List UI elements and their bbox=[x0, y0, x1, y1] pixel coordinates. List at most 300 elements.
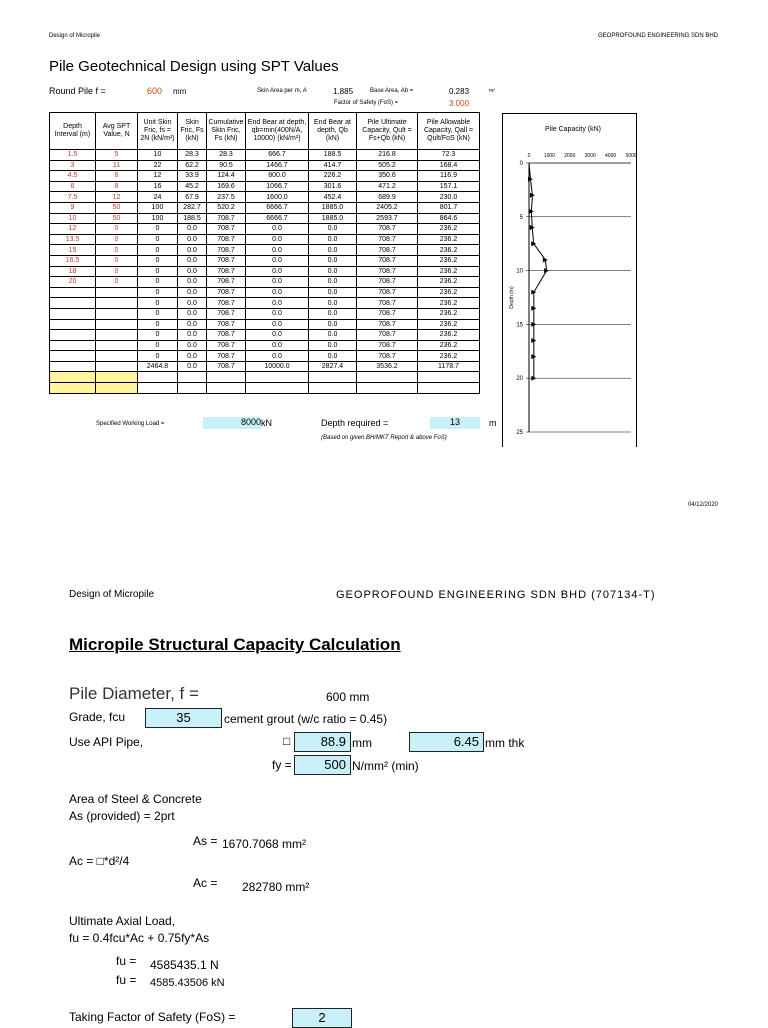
column-header: Depth Interval (m) bbox=[50, 113, 96, 150]
pile-diameter-value: 600 mm bbox=[326, 690, 370, 704]
table-cell: 236.2 bbox=[418, 330, 480, 341]
table-cell: 2593.7 bbox=[357, 213, 418, 224]
table-cell: 708.7 bbox=[357, 266, 418, 277]
table-cell[interactable] bbox=[50, 351, 96, 362]
table-cell: 350.6 bbox=[357, 171, 418, 182]
table-cell[interactable]: 16.5 bbox=[50, 255, 96, 266]
table-cell: 188.5 bbox=[178, 213, 207, 224]
as-formula: As (provided) = 2prt bbox=[69, 809, 175, 823]
table-cell[interactable] bbox=[96, 372, 138, 383]
table-cell[interactable]: 15 bbox=[50, 245, 96, 256]
working-load-label: Specified Working Load = bbox=[96, 421, 165, 427]
api-dia-input[interactable]: 88.9 bbox=[294, 732, 351, 752]
table-cell[interactable]: 4.5 bbox=[50, 171, 96, 182]
table-cell: 236.2 bbox=[418, 266, 480, 277]
column-header: End Bear at depth, Qb (kN) bbox=[309, 113, 357, 150]
table-cell[interactable] bbox=[50, 287, 96, 298]
table-cell[interactable]: 10 bbox=[50, 213, 96, 224]
table-cell[interactable]: 0 bbox=[96, 255, 138, 266]
table-cell: 708.7 bbox=[207, 245, 246, 256]
header-left: Design of Micropile bbox=[49, 33, 101, 39]
table-cell[interactable] bbox=[50, 383, 96, 394]
x-tick-label: 2000 bbox=[564, 153, 576, 159]
table-cell: 282.7 bbox=[178, 202, 207, 213]
depth-note: (Based on given BH/MKT Report & above FoS) bbox=[321, 435, 447, 441]
table-cell: 0.0 bbox=[309, 298, 357, 309]
table-row bbox=[50, 202, 480, 213]
fos2-input[interactable]: 2 bbox=[292, 1008, 352, 1028]
table-cell[interactable]: 13.5 bbox=[50, 234, 96, 245]
table-row bbox=[50, 319, 480, 330]
table-cell bbox=[357, 383, 418, 394]
table-cell: 0.0 bbox=[309, 319, 357, 330]
table-cell[interactable]: 6 bbox=[50, 181, 96, 192]
table-cell: 237.5 bbox=[207, 192, 246, 203]
table-cell: 0.0 bbox=[246, 340, 309, 351]
table-cell: 708.7 bbox=[357, 234, 418, 245]
table-cell: 33.9 bbox=[178, 171, 207, 182]
table-cell: 236.2 bbox=[418, 245, 480, 256]
table-cell: 45.2 bbox=[178, 181, 207, 192]
column-header: Avg SPT Value, N bbox=[96, 113, 138, 150]
table-cell[interactable]: 5 bbox=[96, 150, 138, 161]
table-cell: 100 bbox=[138, 213, 178, 224]
table-cell: 6666.7 bbox=[246, 202, 309, 213]
ac-label: Ac = bbox=[193, 876, 218, 890]
table-cell: 236.2 bbox=[418, 308, 480, 319]
table-cell: 22 bbox=[138, 160, 178, 171]
table-cell[interactable] bbox=[50, 298, 96, 309]
column-header: Cumulative Skin Fric, Fs (kN) bbox=[207, 113, 246, 150]
table-cell[interactable]: 50 bbox=[96, 213, 138, 224]
fy-unit: N/mm² (min) bbox=[352, 759, 419, 773]
table-cell: 708.7 bbox=[357, 330, 418, 341]
table-cell: 62.2 bbox=[178, 160, 207, 171]
table-cell: 708.7 bbox=[357, 351, 418, 362]
table-row bbox=[50, 383, 480, 394]
table-cell: 236.2 bbox=[418, 298, 480, 309]
table-cell: 100 bbox=[138, 202, 178, 213]
table-header-row bbox=[50, 113, 480, 150]
column-header: Pile Ultimate Capacity, Qult = Fs+Qb (kN) bbox=[357, 113, 418, 150]
table-cell bbox=[357, 372, 418, 383]
table-cell: 0.0 bbox=[178, 234, 207, 245]
table-cell: 0 bbox=[138, 245, 178, 256]
table-cell: 708.7 bbox=[207, 308, 246, 319]
table-cell: 2827.4 bbox=[309, 361, 357, 372]
table-cell: 0.0 bbox=[178, 308, 207, 319]
table-cell: 169.6 bbox=[207, 181, 246, 192]
fu2-value: 4585.43506 kN bbox=[150, 977, 225, 989]
table-body bbox=[50, 150, 480, 394]
table-cell: 0 bbox=[138, 298, 178, 309]
table-cell[interactable] bbox=[96, 330, 138, 341]
table-cell: 0 bbox=[138, 340, 178, 351]
area-heading: Area of Steel & Concrete bbox=[69, 792, 202, 806]
y-tick-label: 10 bbox=[516, 268, 523, 275]
table-cell: 236.2 bbox=[418, 340, 480, 351]
table-cell: 0.0 bbox=[246, 224, 309, 235]
table-cell: 6666.7 bbox=[246, 213, 309, 224]
table-cell: 10 bbox=[138, 150, 178, 161]
table-cell: 708.7 bbox=[207, 340, 246, 351]
table-cell bbox=[138, 372, 178, 383]
table-cell[interactable] bbox=[96, 383, 138, 394]
table-cell: 1885.0 bbox=[309, 202, 357, 213]
table-cell: 28.3 bbox=[207, 150, 246, 161]
depth-required-label: Depth required = bbox=[321, 418, 389, 428]
table-cell: 0.0 bbox=[178, 298, 207, 309]
table-row bbox=[50, 192, 480, 203]
table-cell: 0.0 bbox=[309, 224, 357, 235]
table-cell: 801.7 bbox=[418, 202, 480, 213]
fu1-value: 4585435.1 N bbox=[150, 958, 219, 972]
table-cell: 0.0 bbox=[178, 255, 207, 266]
grade-note: cement grout (w/c ratio = 0.45) bbox=[224, 712, 388, 726]
table-cell: 0.0 bbox=[178, 224, 207, 235]
table-cell: 708.7 bbox=[207, 298, 246, 309]
table-cell[interactable]: 0 bbox=[96, 224, 138, 235]
table-cell: 505.2 bbox=[357, 160, 418, 171]
table-cell bbox=[138, 383, 178, 394]
table-row bbox=[50, 372, 480, 383]
table-row bbox=[50, 171, 480, 182]
table-cell: 520.2 bbox=[207, 202, 246, 213]
table-cell: 708.7 bbox=[357, 224, 418, 235]
table-cell: 708.7 bbox=[357, 340, 418, 351]
column-header: Skin Fric, Fs (kN) bbox=[178, 113, 207, 150]
table-row bbox=[50, 255, 480, 266]
base-area-label: Base Area, Ab = bbox=[370, 88, 414, 94]
table-cell: 0 bbox=[138, 330, 178, 341]
table-cell: 216.8 bbox=[357, 150, 418, 161]
skin-area-value: 1.885 bbox=[333, 87, 354, 96]
table-cell: 1066.7 bbox=[246, 181, 309, 192]
table-cell: 10000.0 bbox=[246, 361, 309, 372]
table-cell bbox=[207, 372, 246, 383]
column-header: Unit Skin Fric, fs = 2N (kN/m²) bbox=[138, 113, 178, 150]
column-header: End Bear at depth, qb=min(400N/A, 10000) (kN/m²) bbox=[246, 113, 309, 150]
table-cell: 0.0 bbox=[246, 255, 309, 266]
table-cell: 0.0 bbox=[246, 245, 309, 256]
fy-input[interactable]: 500 bbox=[294, 755, 351, 775]
table-cell: 0.0 bbox=[246, 351, 309, 362]
y-tick-label: 20 bbox=[516, 376, 523, 383]
table-cell: 708.7 bbox=[207, 234, 246, 245]
table-cell: 0.0 bbox=[246, 277, 309, 288]
y-axis-label: Depth (m) bbox=[509, 286, 515, 309]
table-cell: 0.0 bbox=[178, 287, 207, 298]
table-row bbox=[50, 234, 480, 245]
table-cell: 708.7 bbox=[207, 266, 246, 277]
pile-capacity-chart bbox=[502, 113, 637, 447]
table-cell: 708.7 bbox=[357, 308, 418, 319]
chart-title: Pile Capacity (kN) bbox=[544, 126, 602, 133]
table-row bbox=[50, 351, 480, 362]
table-row bbox=[50, 181, 480, 192]
spt-table bbox=[49, 112, 480, 394]
table-cell: 1600.0 bbox=[246, 192, 309, 203]
table-cell bbox=[309, 372, 357, 383]
table-cell: 666.7 bbox=[246, 150, 309, 161]
table-row bbox=[50, 361, 480, 372]
table-cell: 72.3 bbox=[418, 150, 480, 161]
table-cell: 708.7 bbox=[207, 330, 246, 341]
table-cell: 230.0 bbox=[418, 192, 480, 203]
table-cell: 800.0 bbox=[246, 171, 309, 182]
table-row bbox=[50, 266, 480, 277]
table-cell[interactable]: 8 bbox=[96, 181, 138, 192]
table-cell: 236.2 bbox=[418, 351, 480, 362]
round-pile-unit: mm bbox=[173, 87, 187, 96]
table-cell: 708.7 bbox=[207, 255, 246, 266]
fu1-label: fu = bbox=[116, 954, 137, 968]
table-cell[interactable] bbox=[96, 361, 138, 372]
table-cell[interactable]: 20 bbox=[50, 277, 96, 288]
y-tick-label: 25 bbox=[516, 430, 523, 436]
table-row bbox=[50, 287, 480, 298]
table-cell: 0.0 bbox=[309, 330, 357, 341]
table-cell[interactable]: 0 bbox=[96, 234, 138, 245]
table-cell: 236.2 bbox=[418, 255, 480, 266]
table-cell[interactable]: 0 bbox=[96, 245, 138, 256]
pile-diameter-label: Pile Diameter, f = bbox=[69, 684, 199, 703]
table-cell: 708.7 bbox=[207, 351, 246, 362]
table-cell: 1466.7 bbox=[246, 160, 309, 171]
table-cell bbox=[178, 383, 207, 394]
table-cell[interactable]: 0 bbox=[96, 277, 138, 288]
grade-input[interactable]: 35 bbox=[145, 708, 222, 728]
page-title: Pile Geotechnical Design using SPT Values bbox=[49, 58, 339, 75]
table-cell: 0.0 bbox=[246, 287, 309, 298]
table-cell: 708.7 bbox=[357, 245, 418, 256]
header-right: GEOPROFOUND ENGINEERING SDN BHD bbox=[597, 33, 718, 39]
table-cell: 414.7 bbox=[309, 160, 357, 171]
api-symbol: □ bbox=[283, 734, 291, 748]
chart-svg bbox=[503, 114, 636, 447]
table-cell: 0.0 bbox=[309, 245, 357, 256]
table-cell: 708.7 bbox=[357, 255, 418, 266]
table-cell: 116.9 bbox=[418, 171, 480, 182]
x-tick-label: 5000 bbox=[625, 153, 636, 159]
fos-value: 3.000 bbox=[449, 99, 470, 108]
table-cell: 708.7 bbox=[357, 319, 418, 330]
table-cell: 0.0 bbox=[178, 319, 207, 330]
table-cell[interactable]: 9 bbox=[50, 202, 96, 213]
table-cell: 0.0 bbox=[309, 277, 357, 288]
table-cell[interactable]: 50 bbox=[96, 202, 138, 213]
table-cell[interactable]: 12 bbox=[50, 224, 96, 235]
table-row bbox=[50, 330, 480, 341]
table-cell: 157.1 bbox=[418, 181, 480, 192]
table-cell: 0 bbox=[138, 319, 178, 330]
table-cell: 0 bbox=[138, 234, 178, 245]
table-cell[interactable] bbox=[50, 308, 96, 319]
table-cell: 16 bbox=[138, 181, 178, 192]
table-cell: 124.4 bbox=[207, 171, 246, 182]
table-cell: 0.0 bbox=[309, 255, 357, 266]
table-cell: 236.2 bbox=[418, 277, 480, 288]
table-cell[interactable] bbox=[50, 361, 96, 372]
table-cell[interactable] bbox=[50, 340, 96, 351]
table-cell: 188.5 bbox=[309, 150, 357, 161]
table-cell: 67.9 bbox=[178, 192, 207, 203]
table-cell: 12 bbox=[138, 171, 178, 182]
y-tick-label: 0 bbox=[519, 161, 523, 167]
table-cell: 0.0 bbox=[178, 245, 207, 256]
table-cell: 708.7 bbox=[207, 213, 246, 224]
table-cell: 689.9 bbox=[357, 192, 418, 203]
table-cell: 0.0 bbox=[246, 266, 309, 277]
table-cell[interactable]: 7.5 bbox=[50, 192, 96, 203]
table-cell[interactable] bbox=[96, 287, 138, 298]
table-cell: 1885.0 bbox=[309, 213, 357, 224]
table-cell: 2464.8 bbox=[138, 361, 178, 372]
table-cell: 0.0 bbox=[246, 298, 309, 309]
table-cell: 708.7 bbox=[207, 361, 246, 372]
table-cell[interactable]: 18 bbox=[50, 266, 96, 277]
table-cell: 28.3 bbox=[178, 150, 207, 161]
table-cell: 471.2 bbox=[357, 181, 418, 192]
table-cell: 90.5 bbox=[207, 160, 246, 171]
table-cell: 0.0 bbox=[309, 287, 357, 298]
api-thk-unit: mm thk bbox=[485, 736, 525, 750]
table-cell[interactable]: 6 bbox=[96, 171, 138, 182]
table-cell: 708.7 bbox=[207, 287, 246, 298]
table-cell: 708.7 bbox=[357, 298, 418, 309]
table-cell[interactable] bbox=[50, 330, 96, 341]
table-cell: 0 bbox=[138, 351, 178, 362]
table-cell: 1178.7 bbox=[418, 361, 480, 372]
table-cell: 0.0 bbox=[178, 351, 207, 362]
table-cell[interactable]: 1.5 bbox=[50, 150, 96, 161]
grade-label: Grade, fcu bbox=[69, 710, 126, 724]
working-load-value[interactable]: 8000 bbox=[203, 417, 261, 429]
fu2-label: fu = bbox=[116, 973, 137, 987]
table-cell bbox=[246, 372, 309, 383]
table-cell: 0 bbox=[138, 287, 178, 298]
table-row bbox=[50, 150, 480, 161]
table-cell[interactable] bbox=[96, 298, 138, 309]
skin-area-label: Skin Area per m, A bbox=[257, 88, 307, 94]
table-cell: 0 bbox=[138, 255, 178, 266]
table-cell: 0.0 bbox=[246, 308, 309, 319]
table-cell: 0.0 bbox=[246, 330, 309, 341]
table-cell: 236.2 bbox=[418, 234, 480, 245]
x-tick-label: 4000 bbox=[605, 153, 617, 159]
table-cell: 708.7 bbox=[357, 277, 418, 288]
base-area-unit: m² bbox=[489, 88, 495, 94]
table-cell: 0 bbox=[138, 224, 178, 235]
y-tick-label: 5 bbox=[519, 214, 523, 221]
table-row bbox=[50, 245, 480, 256]
table-row bbox=[50, 224, 480, 235]
table-cell: 708.7 bbox=[207, 277, 246, 288]
table-cell: 708.7 bbox=[207, 319, 246, 330]
table-cell: 0 bbox=[138, 277, 178, 288]
table-row bbox=[50, 298, 480, 309]
table-cell: 226.2 bbox=[309, 171, 357, 182]
page2-title: Micropile Structural Capacity Calculation bbox=[69, 635, 401, 654]
table-cell bbox=[309, 383, 357, 394]
api-dia-unit: mm bbox=[352, 736, 372, 750]
table-cell bbox=[418, 383, 480, 394]
table-cell: 0.0 bbox=[178, 340, 207, 351]
table-cell bbox=[178, 372, 207, 383]
table-cell: 301.6 bbox=[309, 181, 357, 192]
table-cell: 0.0 bbox=[309, 234, 357, 245]
depth-required-unit: m bbox=[489, 418, 497, 428]
table-cell[interactable]: 11 bbox=[96, 160, 138, 171]
y-tick-label: 15 bbox=[516, 322, 523, 329]
table-cell: 708.7 bbox=[207, 224, 246, 235]
table-cell: 236.2 bbox=[418, 319, 480, 330]
table-cell: 2405.2 bbox=[357, 202, 418, 213]
table-cell: 0.0 bbox=[309, 308, 357, 319]
as-value: 1670.7068 mm² bbox=[222, 837, 307, 851]
table-row bbox=[50, 277, 480, 288]
date: 04/12/2020 bbox=[687, 502, 718, 508]
depth-required-value[interactable]: 13 bbox=[430, 417, 480, 429]
api-thk-input[interactable]: 6.45 bbox=[409, 732, 484, 752]
table-cell: 236.2 bbox=[418, 287, 480, 298]
table-cell: 3536.2 bbox=[357, 361, 418, 372]
table-row bbox=[50, 308, 480, 319]
table-cell: 0.0 bbox=[178, 361, 207, 372]
as-label: As = bbox=[193, 834, 218, 848]
table-cell: 708.7 bbox=[357, 287, 418, 298]
fos-label: Factor of Safety (FoS) = bbox=[334, 100, 399, 106]
table-cell[interactable]: 0 bbox=[96, 266, 138, 277]
table-cell[interactable]: 12 bbox=[96, 192, 138, 203]
table-cell: 0.0 bbox=[246, 319, 309, 330]
table-cell[interactable] bbox=[96, 319, 138, 330]
base-area-value: 0.283 bbox=[449, 87, 470, 96]
table-cell[interactable] bbox=[50, 319, 96, 330]
table-row bbox=[50, 340, 480, 351]
table-cell[interactable] bbox=[96, 340, 138, 351]
round-pile-label: Round Pile f = bbox=[49, 86, 106, 96]
table-cell: 0.0 bbox=[178, 330, 207, 341]
table-cell: 24 bbox=[138, 192, 178, 203]
header2-left: Design of Micropile bbox=[69, 589, 155, 600]
x-tick-label: 0 bbox=[527, 153, 531, 159]
ac-formula: Ac = □*d²/4 bbox=[69, 854, 130, 868]
table-cell: 0 bbox=[138, 266, 178, 277]
table-cell[interactable] bbox=[96, 351, 138, 362]
table-cell: 0 bbox=[138, 308, 178, 319]
ac-value: 282780 mm² bbox=[242, 880, 310, 894]
table-row bbox=[50, 213, 480, 224]
table-cell: 0.0 bbox=[309, 351, 357, 362]
table-cell: 0.0 bbox=[178, 277, 207, 288]
table-cell: 0.0 bbox=[309, 340, 357, 351]
table-cell: 864.6 bbox=[418, 213, 480, 224]
table-cell[interactable] bbox=[96, 308, 138, 319]
api-label: Use API Pipe, bbox=[69, 735, 144, 749]
fy-label: fy = bbox=[272, 758, 292, 772]
table-cell[interactable]: 3 bbox=[50, 160, 96, 171]
table-cell: 0.0 bbox=[246, 234, 309, 245]
table-cell: 0.0 bbox=[309, 266, 357, 277]
working-load-unit: kN bbox=[261, 418, 272, 428]
table-cell[interactable] bbox=[50, 372, 96, 383]
table-row bbox=[50, 160, 480, 171]
header2-right: GEOPROFOUND ENGINEERING SDN BHD (707134-T) bbox=[336, 589, 656, 601]
ult-heading: Ultimate Axial Load, bbox=[69, 914, 176, 928]
table-cell bbox=[418, 372, 480, 383]
table-cell: 236.2 bbox=[418, 224, 480, 235]
